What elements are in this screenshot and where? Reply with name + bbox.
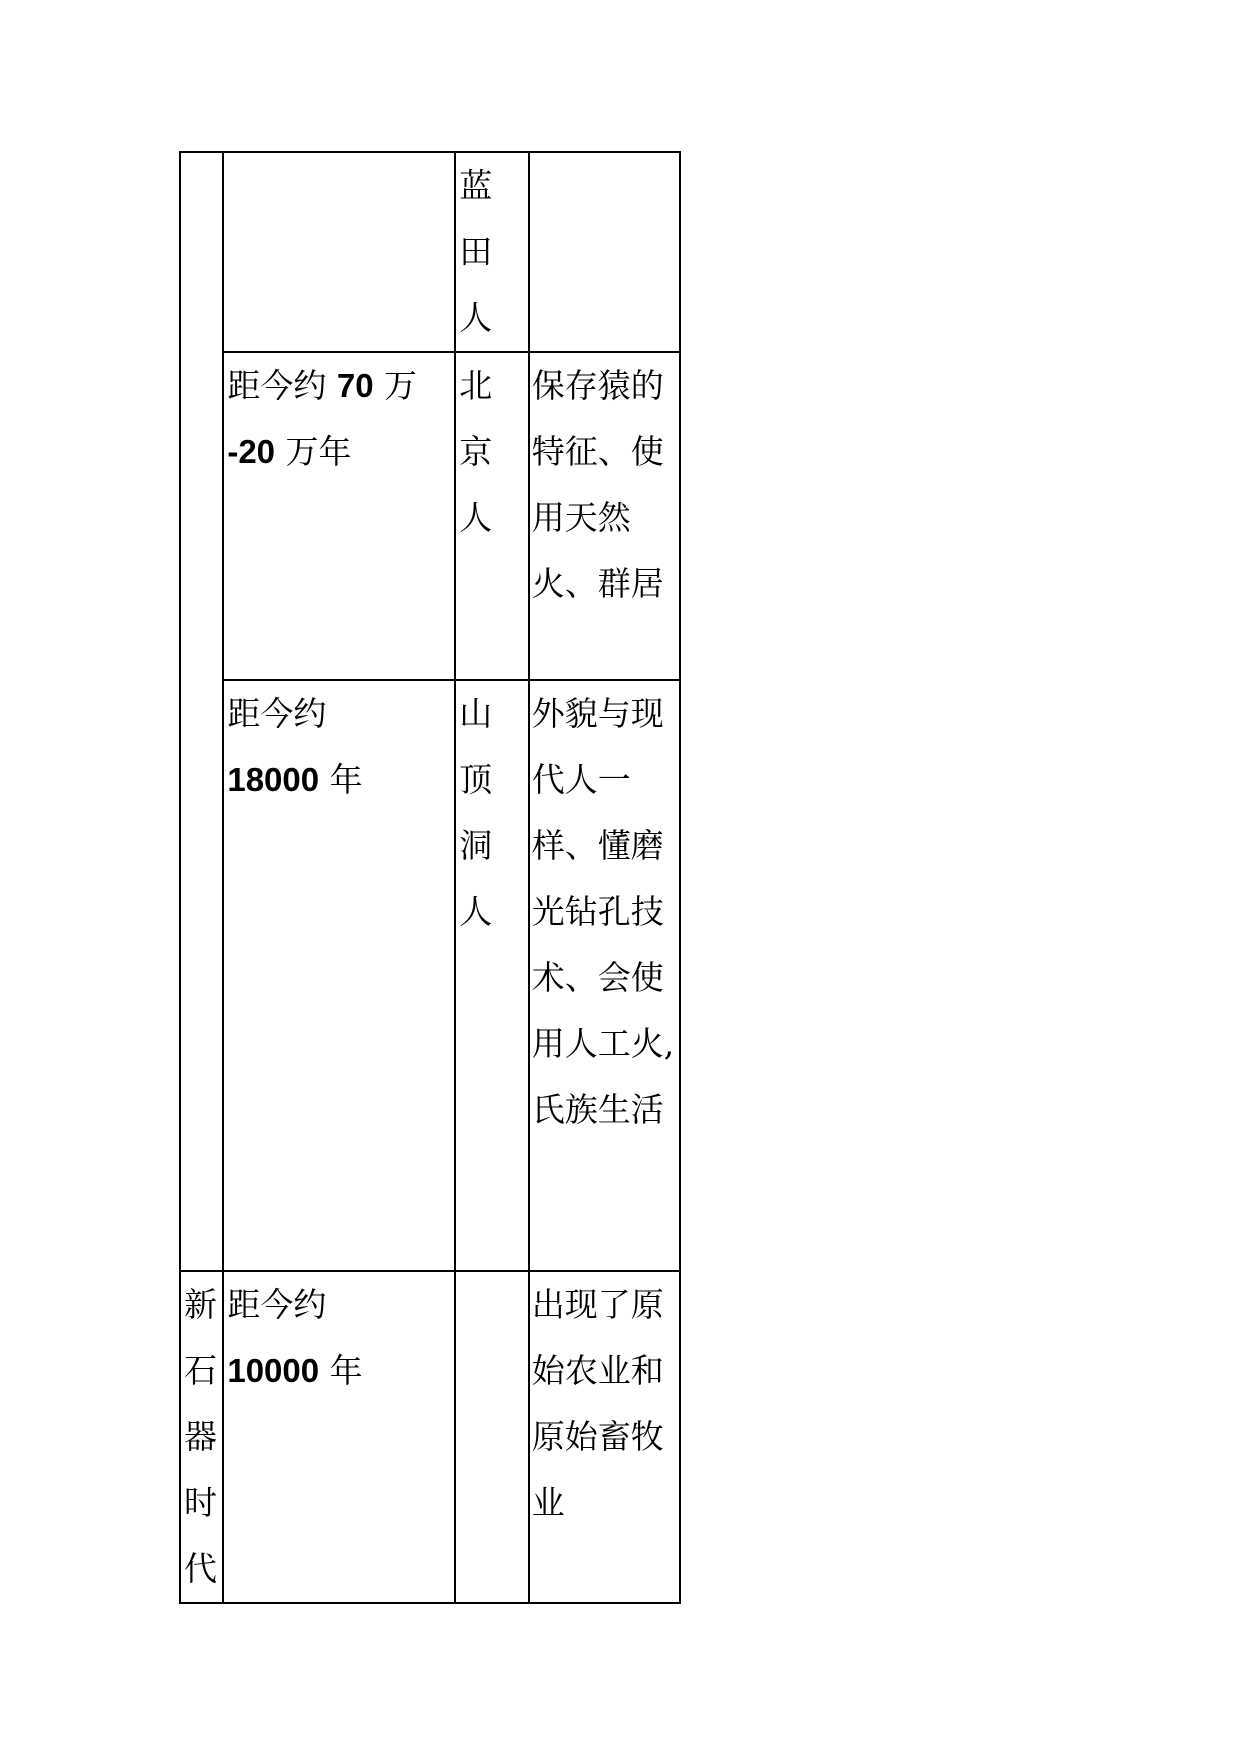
date-cell [223, 152, 455, 352]
date-prefix: 距今约 [227, 1285, 327, 1324]
feature-cell [529, 1271, 680, 1603]
feature-cell [529, 680, 680, 1271]
date-suffix: 年 [319, 760, 363, 799]
name-cell [455, 680, 529, 1271]
date-number: 10000 [227, 1352, 320, 1389]
hominid-name: 山顶洞人 [459, 694, 493, 931]
table-row [180, 680, 680, 1271]
date-suffix: 年 [319, 1351, 363, 1390]
date-mid: 万 [373, 366, 418, 405]
date-text [224, 353, 454, 485]
hominid-name: 蓝田人 [459, 166, 493, 337]
history-table [179, 151, 681, 1604]
feature-cell [529, 152, 680, 352]
feature-cell [529, 352, 680, 680]
date-cell [223, 352, 455, 680]
table-row [180, 352, 680, 680]
feature-text: 保存猿的特征、使用天然火、群居 [531, 366, 664, 603]
date-number: 70 [336, 367, 374, 404]
table-row [180, 1271, 680, 1603]
era-cell [180, 1271, 223, 1603]
date-text [224, 1272, 454, 1404]
era-cell [180, 152, 223, 1271]
name-cell [455, 352, 529, 680]
table-row [180, 152, 680, 352]
date-number: 18000 [227, 761, 320, 798]
date-number-2: -20 [227, 433, 276, 470]
name-cell [455, 152, 529, 352]
date-prefix: 距今约 [227, 366, 337, 405]
date-prefix: 距今约 [227, 694, 327, 733]
feature-text: 出现了原始农业和原始畜牧业 [531, 1285, 664, 1522]
hominid-name: 北京人 [459, 366, 493, 537]
feature-text: 外貌与现代人一样、懂磨光钻孔技术、会使用人工火,氏族生活 [531, 694, 675, 1129]
date-suffix: 万年 [275, 432, 352, 471]
date-cell [223, 1271, 455, 1603]
name-cell [455, 1271, 529, 1603]
era-label: 新石器时代 [184, 1285, 217, 1588]
date-cell [223, 680, 455, 1271]
date-text [224, 681, 454, 813]
